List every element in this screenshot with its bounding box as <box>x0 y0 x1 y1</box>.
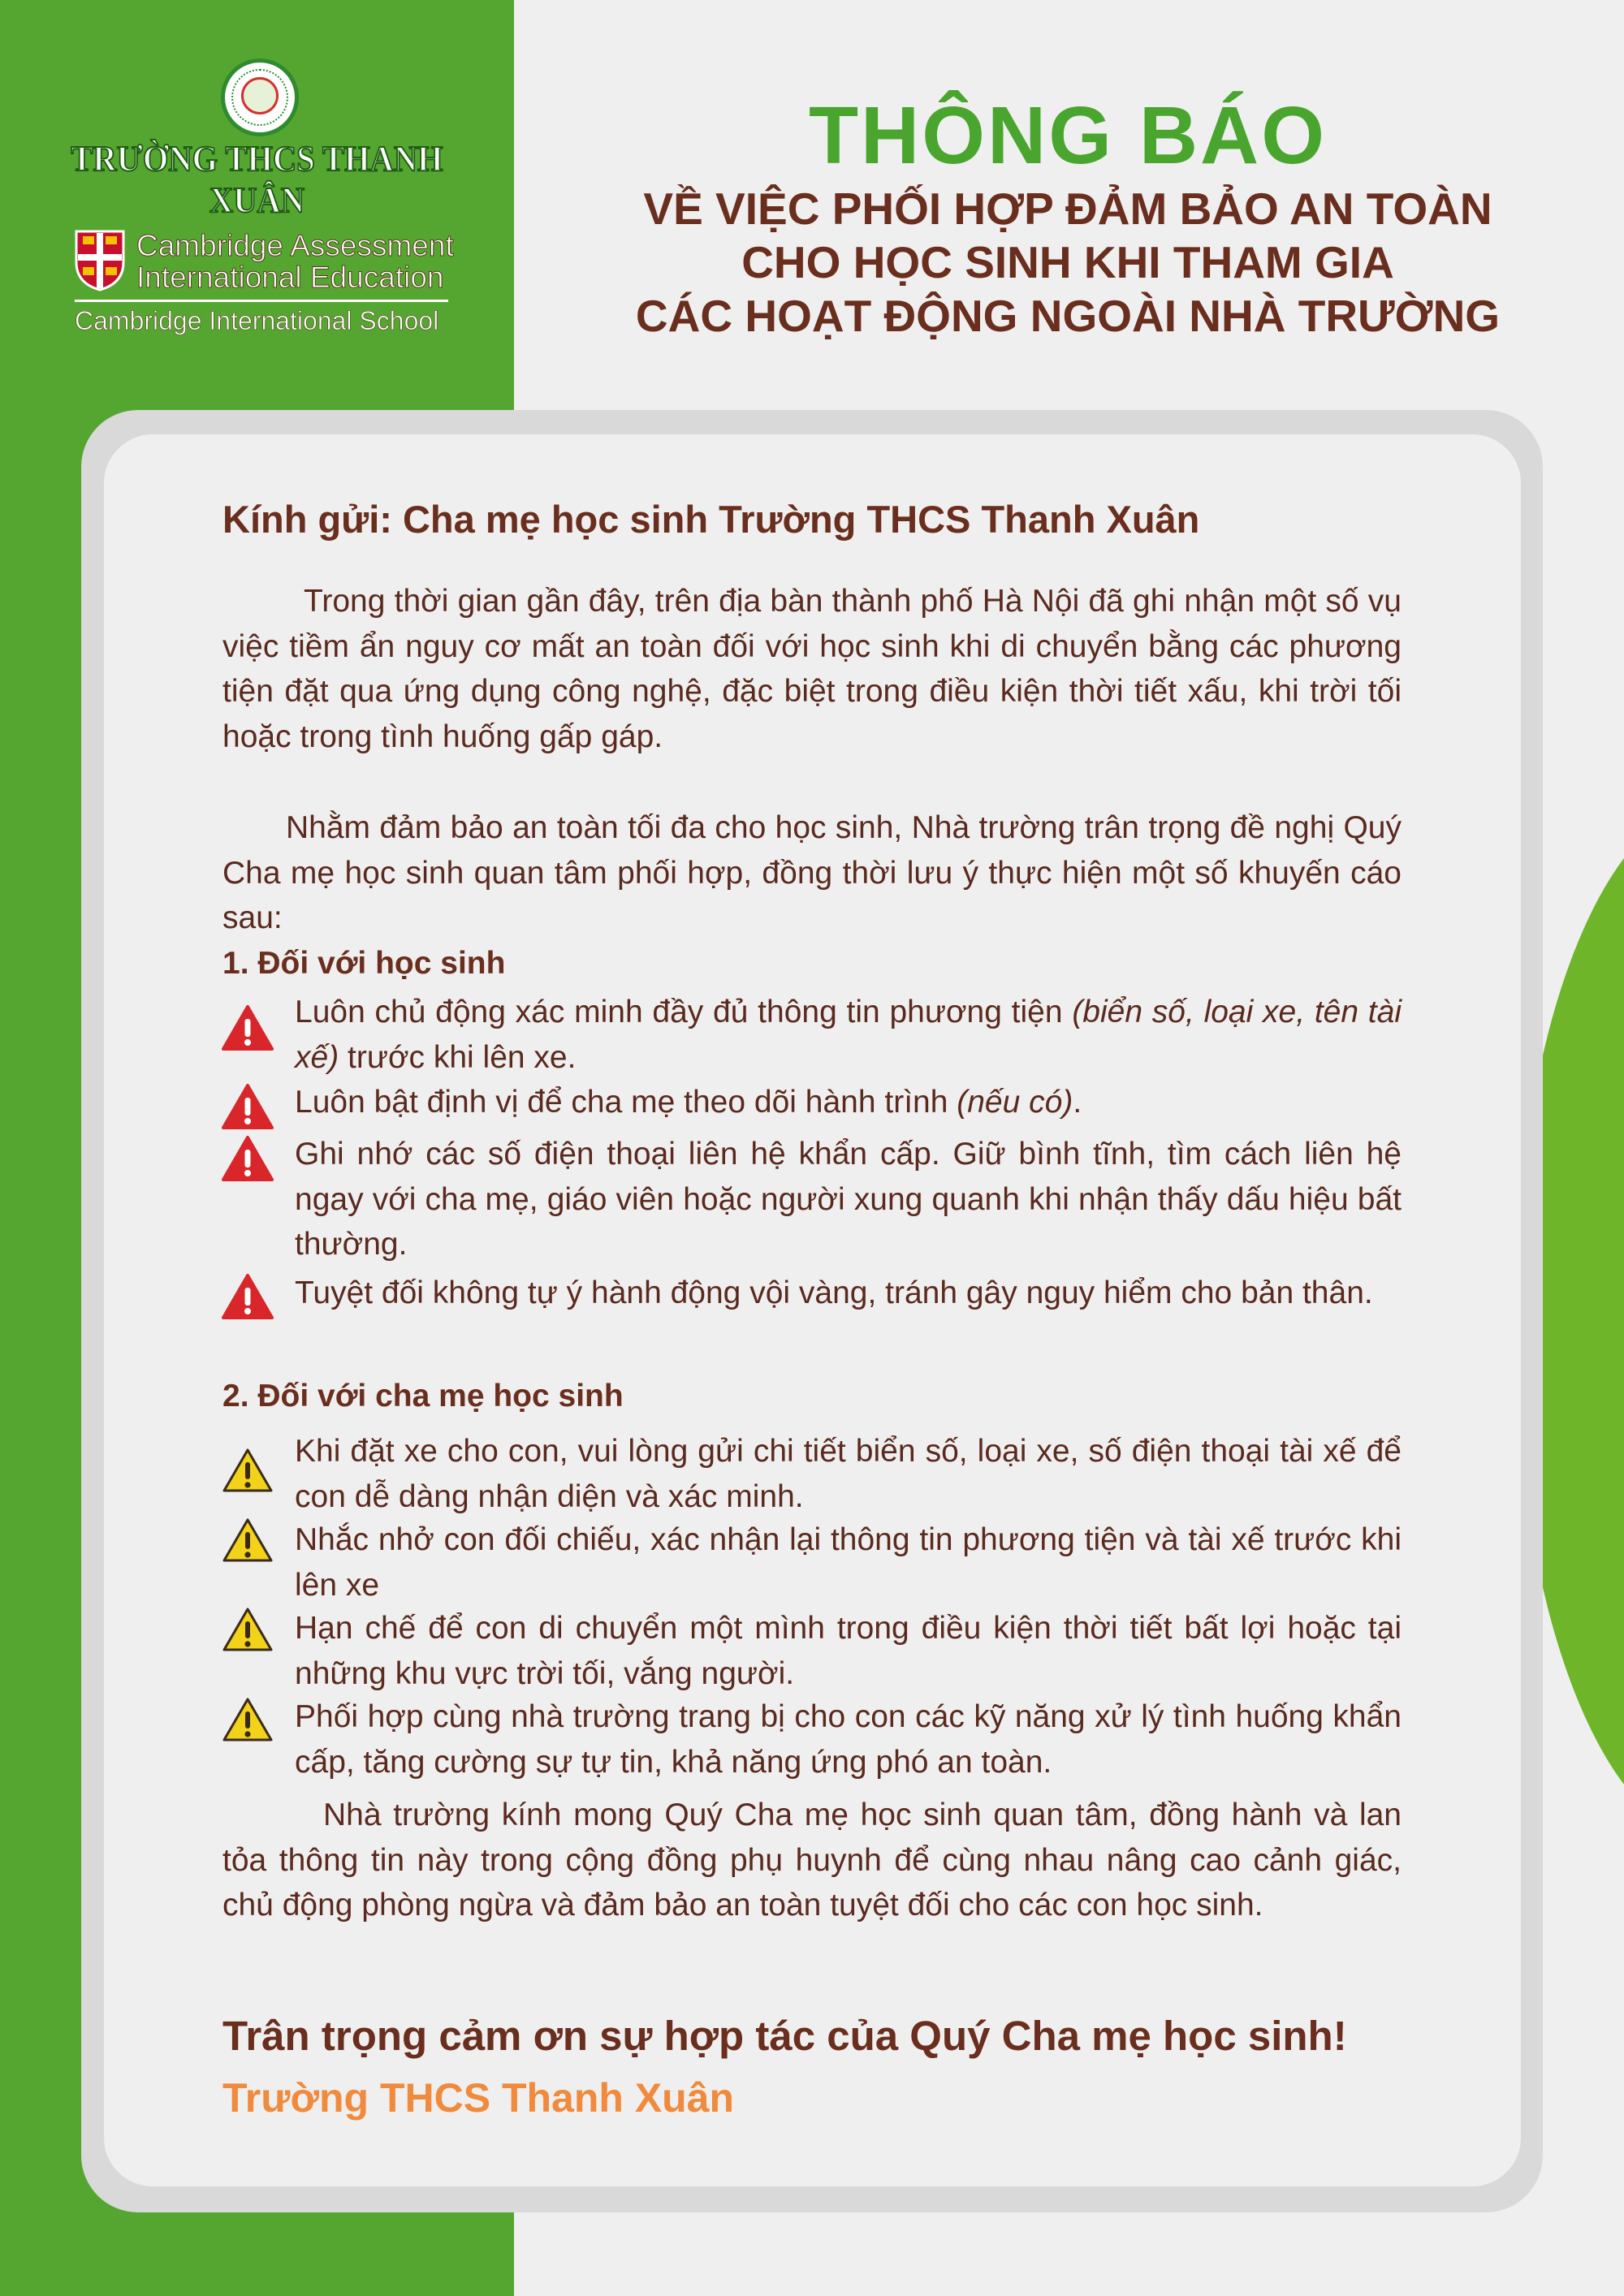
section-2-heading: 2. Đối với cha mẹ học sinh <box>222 1379 624 1413</box>
parent-item-2: Nhắc nhở con đối chiếu, xác nhận lại thông tin phương tiện và tài xế trước khi lên xe <box>295 1522 1402 1603</box>
cambridge-crest-icon <box>75 230 125 291</box>
warning-yellow-icon <box>221 1447 274 1494</box>
thank-you-line: Trân trọng cảm ơn sự hợp tác của Quý Cha mẹ học sinh! <box>222 2013 1347 2059</box>
student-item-3: Ghi nhớ các số điện thoại liên hệ khẩn cấp. Giữ bình tĩnh, tìm cách liên hệ ngay với cha mẹ, giáo viên hoặc người xung quanh khi nhận thấy dấu hiệu bất thường. <box>295 1137 1402 1262</box>
request-text: Nhằm đảm bảo an toàn tối đa cho học sinh, Nhà trường trân trọng đề nghị Quý Cha mẹ học sinh quan tâm phối hợp, đồng thời lưu ý thực hiện một số khuyến cáo sau: <box>222 810 1402 936</box>
cambridge-divider <box>75 300 448 302</box>
warning-red-icon <box>221 1273 274 1320</box>
closing-text: Nhà trường kính mong Quý Cha mẹ học sinh quan tâm, đồng hành và lan tỏa thông tin này trong cộng đồng phụ huynh để cùng nhau nâng cao cảnh giác, chủ động phòng ngừa và đảm bảo an toàn tuyệt đối cho các con học sinh. <box>222 1798 1402 1923</box>
warning-red-icon <box>221 1135 274 1182</box>
cambridge-line-2: International Education <box>136 261 444 294</box>
warning-red-icon <box>221 1083 274 1130</box>
student-item-1: Luôn chủ động xác minh đầy đủ thông tin phương tiện (biển số, loại xe, tên tài xế) trước khi lên xe. <box>295 995 1402 1075</box>
student-item-2: Luôn bật định vị để cha mẹ theo dõi hành trình (nếu có). <box>295 1085 1082 1120</box>
parent-item-4: Phối hợp cùng nhà trường trang bị cho con các kỹ năng xử lý tình huống khẩn cấp, tăng cường sự tự tin, khả năng ứng phó an toàn. <box>295 1699 1402 1780</box>
logo-area <box>0 0 514 382</box>
parent-item-3: Hạn chế để con di chuyển một mình trong điều kiện thời tiết bất lợi hoặc tại những khu vực trời tối, vắng người. <box>295 1611 1402 1691</box>
school-seal-icon <box>221 58 299 136</box>
warning-yellow-icon <box>221 1696 274 1743</box>
closing-paragraph <box>222 1793 1402 1928</box>
warning-yellow-icon <box>221 1606 274 1653</box>
greeting: Kính gửi: Cha mẹ học sinh Trường THCS Thanh Xuân <box>222 498 1200 541</box>
request-paragraph <box>222 805 1402 941</box>
school-name: TRƯỜNG THCS THANH XUÂN <box>71 139 443 220</box>
cambridge-line-1: Cambridge Assessment <box>136 229 454 262</box>
parent-item-1: Khi đặt xe cho con, vui lòng gửi chi tiết biển số, loại xe, số điện thoại tài xế để con dễ dàng nhận diện và xác minh. <box>295 1434 1402 1514</box>
warning-yellow-icon <box>221 1517 274 1564</box>
warning-red-icon <box>221 1004 274 1051</box>
student-item-4: Tuyệt đối không tự ý hành động vội vàng, tránh gây nguy hiểm cho bản thân. <box>295 1275 1373 1310</box>
notice-subtitle-line-1: VỀ VIỆC PHỐI HỢP ĐẢM BẢO AN TOÀN <box>643 183 1492 234</box>
notice-subtitle-line-3: CÁC HOẠT ĐỘNG NGOÀI NHÀ TRƯỜNG <box>635 291 1501 341</box>
notice-title: THÔNG BÁO <box>808 90 1328 181</box>
intro-text: Trong thời gian gần đây, trên địa bàn thành phố Hà Nội đã ghi nhận một số vụ việc tiềm ẩn nguy cơ mất an toàn đối với học sinh khi di chuyển bằng các phương tiện đặt qua ứng dụng công nghệ, đặc biệt trong điều kiện thời tiết xấu, khi trời tối hoặc trong tình huống gấp gáp. <box>222 584 1402 755</box>
notice-subtitle-line-2: CHO HỌC SINH KHI THAM GIA <box>741 237 1394 287</box>
section-1-heading: 1. Đối với học sinh <box>222 946 506 981</box>
cambridge-school-label: Cambridge International School <box>75 306 439 335</box>
intro-paragraph <box>222 579 1402 760</box>
signature: Trường THCS Thanh Xuân <box>222 2075 735 2121</box>
